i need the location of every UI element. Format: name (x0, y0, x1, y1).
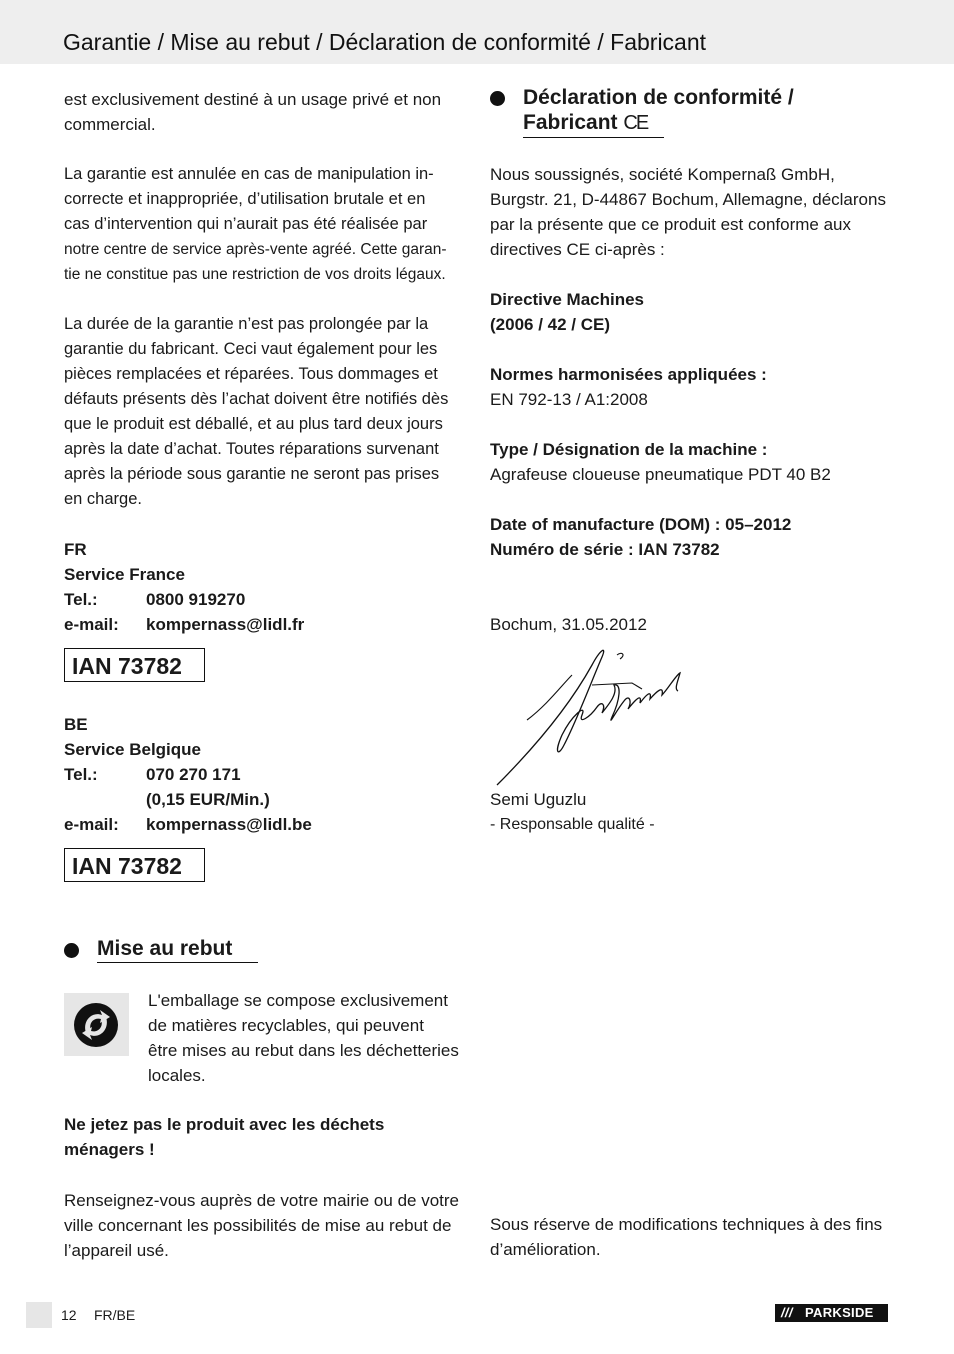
text-line: d’amélioration. (490, 1240, 601, 1259)
warranty-paragraph-1 (64, 87, 464, 137)
text-line: après la période sous garantie ne seront pas prises (64, 465, 440, 483)
service-france-block (64, 537, 464, 637)
bullet-icon (490, 91, 505, 106)
norms-label: Normes harmonisées appliquées : (490, 365, 767, 384)
page-number: 12 (61, 1307, 77, 1323)
phone-row (64, 762, 464, 787)
phone-rate-row (64, 787, 464, 812)
country-code: FR (64, 540, 87, 559)
heading-underline (97, 962, 258, 963)
text-line: est exclusivement destiné à un usage privé et non (64, 90, 442, 109)
text-line: (2006 / 42 / CE) (490, 315, 611, 334)
country-code: BE (64, 715, 88, 734)
signer-block (490, 787, 890, 837)
text-line: en charge. (64, 490, 142, 508)
text-line: Directive Machines (490, 290, 645, 309)
text-line: Burgstr. 21, D-44867 Bochum, Allemagne, déclarons (490, 190, 886, 209)
disposal-info (64, 1188, 464, 1263)
recycle-icon (64, 993, 129, 1056)
phone-label: Tel.: (64, 590, 98, 609)
disposal-heading: Mise au rebut (97, 937, 233, 960)
technical-note (490, 1212, 890, 1262)
phone-rate: (0,15 EUR/Min.) (146, 790, 270, 809)
text-line: commercial. (64, 115, 156, 134)
text-line: de matières recyclables, qui peuvent (148, 1016, 424, 1035)
text-line: ménagers ! (64, 1140, 155, 1159)
bullet-icon (64, 943, 79, 958)
text-line: être mises au rebut dans les déchetteries (148, 1041, 459, 1060)
text-line: par la présente que ce produit est conforme aux (490, 215, 851, 234)
type-label: Type / Désignation de la machine : (490, 440, 768, 459)
spacer (64, 787, 146, 812)
text-line: correcte et inappropriée, d’utilisation brutale et en (64, 190, 426, 208)
phone-number: 0800 919270 (146, 590, 246, 609)
packaging-text (148, 988, 468, 1088)
service-name: Service Belgique (64, 740, 202, 759)
warranty-paragraph-3 (64, 312, 464, 512)
text-line: notre centre de service après-vente agréé. Cette garan- (64, 241, 447, 258)
text-line: après la date d’achat. Toutes réparations survenant (64, 440, 439, 458)
text-line: directives CE ci-après : (490, 240, 665, 259)
norms-value: EN 792-13 / A1:2008 (490, 390, 648, 409)
email-row (64, 812, 464, 837)
text-line: garantie du fabricant. Ceci vaut également pour les (64, 340, 438, 358)
type-value: Agrafeuse cloueuse pneumatique PDT 40 B2 (490, 465, 831, 484)
text-line: Ne jetez pas le produit avec les déchets (64, 1115, 385, 1134)
language-code: FR/BE (94, 1307, 136, 1323)
logo-text: PARKSIDE (805, 1305, 874, 1320)
phone-number: 070 270 171 (146, 765, 241, 784)
text-line: La garantie est annulée en cas de manipulation in- (64, 165, 434, 183)
text-line: locales. (148, 1066, 206, 1085)
text-line: Sous réserve de modifications techniques à des fins (490, 1215, 883, 1234)
serial-number: Numéro de série : IAN 73782 (490, 540, 720, 559)
signature-image (492, 645, 692, 790)
page-title: Garantie / Mise au rebut / Déclaration de conformité / Fabricant (63, 29, 707, 55)
phone-row (64, 587, 464, 612)
norms-block (490, 362, 890, 412)
email-label: e-mail: (64, 615, 119, 634)
heading-manufacturer: Fabricant (523, 111, 618, 134)
text-line: Renseignez-vous auprès de votre mairie ou de votre (64, 1191, 459, 1210)
text-line: pièces remplacées et réparées. Tous dommages et (64, 365, 438, 383)
email-row (64, 612, 464, 637)
disposal-warning (64, 1112, 464, 1162)
ian-box-be: IAN 73782 (64, 848, 205, 882)
heading-underline (523, 137, 664, 138)
phone-label: Tel.: (64, 765, 98, 784)
manufacture-block (490, 512, 890, 562)
ian-box-fr: IAN 73782 (64, 648, 205, 682)
signer-name: Semi Uguzlu (490, 790, 587, 809)
text-line: L'emballage se compose exclusivement (148, 991, 448, 1010)
heading-line-1: Déclaration de conformité / (523, 86, 794, 109)
heading-line-2 (523, 110, 794, 136)
text-line: cas d’intervention qui n’aurait pas été réalisée par (64, 215, 428, 233)
text-line: Nous soussignés, société Kompernaß GmbH, (490, 165, 835, 184)
footer-marker (26, 1302, 52, 1328)
ce-mark-icon: CE (623, 112, 648, 134)
text-line: défauts présents dès l’achat doivent être notifiés dès (64, 390, 449, 408)
email-label: e-mail: (64, 815, 119, 834)
text-line: l’appareil usé. (64, 1241, 169, 1260)
text-line: La durée de la garantie n’est pas prolongée par la (64, 315, 429, 333)
manufacture-date: Date of manufacture (DOM) : 05–2012 (490, 515, 792, 534)
machine-type-block (490, 437, 890, 487)
conformity-heading (523, 85, 794, 136)
text-line: que le produit est déballé, et au plus tard deux jours (64, 415, 443, 433)
declaration-intro (490, 162, 890, 262)
logo-slashes: /// (781, 1305, 793, 1320)
parkside-logo (775, 1304, 888, 1322)
email-address: kompernass@lidl.be (146, 815, 312, 834)
email-address: kompernass@lidl.fr (146, 615, 305, 634)
signer-role: - Responsable qualité - (490, 816, 655, 833)
directive-block (490, 287, 890, 337)
warranty-paragraph-2 (64, 162, 464, 287)
service-name: Service France (64, 565, 185, 584)
service-belgium-block (64, 712, 464, 837)
text-line: ville concernant les possibilités de mise au rebut de (64, 1216, 452, 1235)
place-date: Bochum, 31.05.2012 (490, 615, 647, 634)
text-line: tie ne constitue pas une restriction de vos droits légaux. (64, 266, 446, 283)
